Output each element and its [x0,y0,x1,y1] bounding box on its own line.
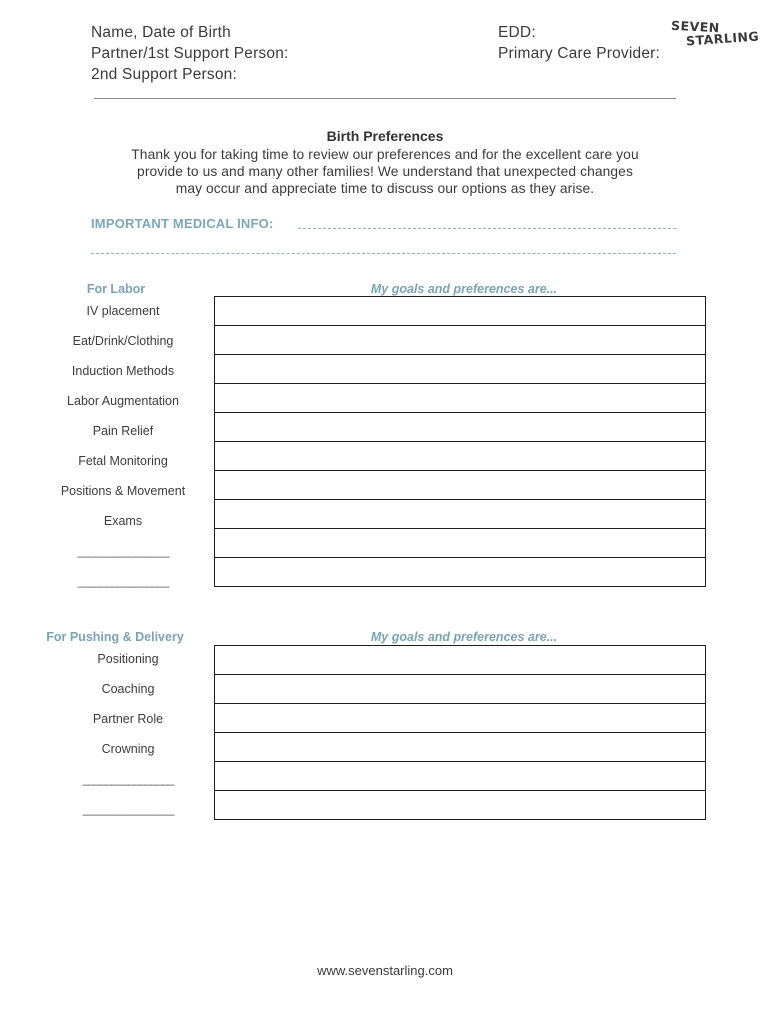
pushing-row-label: Crowning [101,742,155,756]
labor-heading: For Labor [86,282,146,296]
intro-line-1: Thank you for taking time to review our preferences and for the excellent care you [131,147,639,162]
pushing-goals-heading: My goals and preferences are... [370,630,558,644]
labor-row-label: IV placement [86,304,160,318]
labor-row-label: Pain Relief [92,424,154,438]
header-divider [94,98,676,99]
medical-info-line-2[interactable] [91,253,676,254]
logo-line-1: SEVEN [670,17,721,36]
labor-row-label: Positions & Movement [60,484,186,498]
labor-blank-label[interactable]: ________________ [77,544,169,558]
page-title: Birth Preferences [326,128,444,144]
intro-line-2: provide to us and many other families! We understand that unexpected changes [137,164,633,179]
second-support-label: 2nd Support Person: [91,66,237,83]
labor-goals-heading: My goals and preferences are... [370,282,558,296]
pushing-preference-cell[interactable] [215,704,706,733]
labor-preference-cell[interactable] [215,413,706,442]
header-right [498,22,660,64]
labor-row-label: Exams [103,514,143,528]
labor-row-label: Labor Augmentation [67,394,179,408]
pushing-preference-cell[interactable] [215,762,706,791]
labor-preference-cell[interactable] [215,529,706,558]
labor-blank-label[interactable]: ________________ [77,574,169,588]
intro-text [0,146,770,197]
pushing-heading: For Pushing & Delivery [46,630,184,644]
pushing-blank-label[interactable]: ________________ [82,772,174,786]
care-provider-label: Primary Care Provider: [498,45,661,62]
pushing-preferences-table [214,645,706,820]
labor-row-label: Induction Methods [71,364,175,378]
pushing-preference-cell[interactable] [215,675,706,704]
pushing-preference-cell[interactable] [215,646,706,675]
labor-preference-cell[interactable] [215,355,706,384]
pushing-row-label: Partner Role [92,712,164,726]
labor-row-label: Eat/Drink/Clothing [72,334,174,348]
header-left [91,22,289,85]
pushing-preference-cell[interactable] [215,733,706,762]
logo-line-2: STARLING [685,28,760,49]
labor-preference-cell[interactable] [215,297,706,326]
labor-preference-cell[interactable] [215,558,706,587]
labor-row-label: Fetal Monitoring [78,454,168,468]
labor-preference-cell[interactable] [215,500,706,529]
pushing-row-label: Coaching [101,682,155,696]
labor-preference-cell[interactable] [215,326,706,355]
edd-label: EDD: [498,24,536,41]
name-dob-label: Name, Date of Birth [91,24,231,41]
seven-starling-logo [670,17,760,50]
labor-preference-cell[interactable] [215,471,706,500]
pushing-blank-label[interactable]: ________________ [82,802,174,816]
medical-info-label: IMPORTANT MEDICAL INFO: [91,216,274,231]
labor-preferences-table [214,296,706,587]
partner-support-label: Partner/1st Support Person: [91,45,289,62]
pushing-row-label: Positioning [97,652,159,666]
labor-preference-cell[interactable] [215,384,706,413]
medical-info-line-1[interactable] [298,228,676,229]
pushing-preference-cell[interactable] [215,791,706,820]
footer-url[interactable]: www.sevenstarling.com [317,963,453,978]
intro-line-3: may occur and appreciate time to discuss our options as they arise. [175,181,595,196]
labor-preference-cell[interactable] [215,442,706,471]
